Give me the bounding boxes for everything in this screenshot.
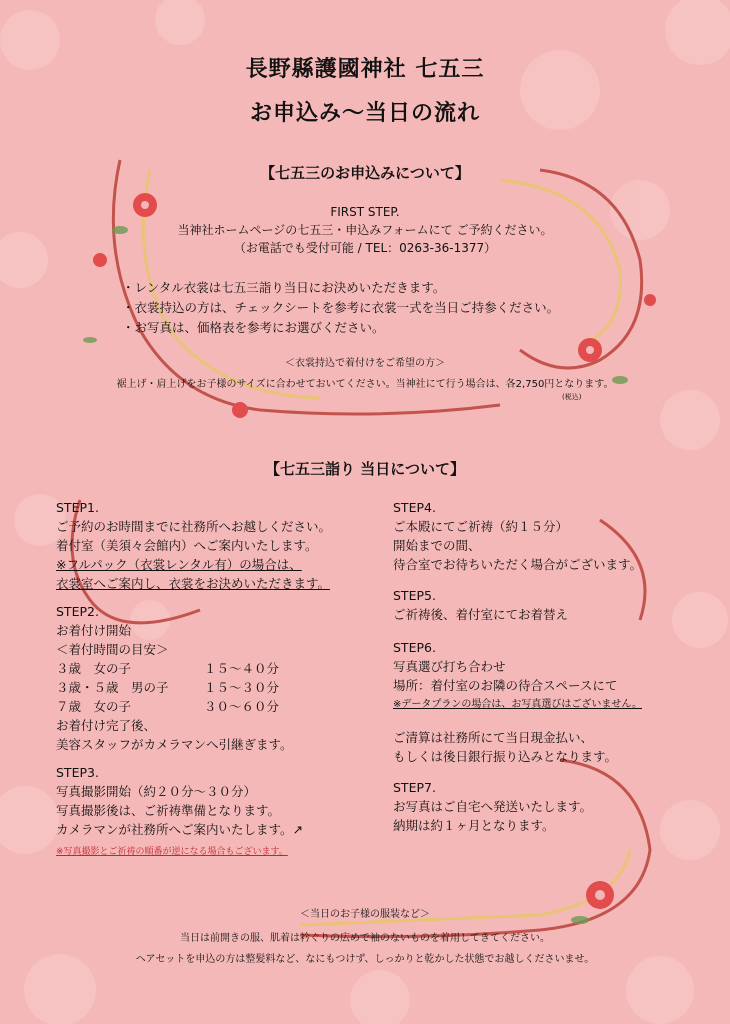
bullet-item: ・お写真は、価格表を参考にお選びください。: [122, 320, 385, 335]
age-row: [56, 659, 331, 678]
step1-line: 着付室（美須々会館内）へご案内いたします。: [56, 538, 318, 553]
age-time: １５〜３０分: [204, 680, 280, 695]
step2-guide: ＜着付時間の目安＞: [56, 642, 169, 657]
age-row: [56, 697, 331, 716]
step4-line: 開始までの間、: [393, 538, 481, 553]
first-step-label: FIRST STEP.: [330, 205, 400, 219]
step3-note: ※写真撮影とご祈祷の順番が逆になる場合もございます。: [56, 847, 288, 857]
payment-line: もしくは後日銀行振り込みとなります。: [393, 749, 618, 764]
age-who: ３歳 女の子: [56, 661, 132, 676]
step3-label: STEP3.: [56, 765, 99, 780]
step1-line: ご予約のお時間までに社務所へお越しください。: [56, 519, 332, 534]
age-row: [56, 678, 331, 697]
payment-line: ご清算は社務所にて当日現金払い、: [393, 730, 594, 745]
bullet-item: ・衣裳持込の方は、チェックシートを参考に衣裳一式を当日ご持参ください。: [122, 300, 560, 315]
age-time: ３０〜６０分: [204, 699, 280, 714]
section-heading-day: 【七五三詣り 当日について】: [265, 460, 465, 478]
step7-label: STEP7.: [393, 780, 436, 795]
step3-line: 写真撮影開始（約２０分〜３０分）: [56, 784, 257, 799]
step2-line: お着付け完了後、: [56, 718, 157, 733]
step1-line: 衣裳室へご案内し、衣裳をお決めいただきます。: [56, 576, 331, 591]
step4-line: 待合室でお待ちいただく場合がございます。: [393, 557, 643, 572]
left-column: [56, 498, 331, 862]
step7-line: お写真はご自宅へ発送いたします。: [393, 799, 593, 814]
footer-line: 当日は前開きの服、肌着は衿ぐりの広めで袖のないものを着用してきてください。: [180, 933, 550, 944]
footer-heading: ＜当日のお子様の服装など＞: [300, 909, 430, 920]
costume-heading: ＜衣裳持込で着付けをご希望の方＞: [285, 358, 445, 369]
page-title: 長野縣護國神社 七五三: [245, 57, 485, 82]
age-time: １５〜４０分: [204, 661, 280, 676]
right-column: [393, 498, 642, 835]
step1-line: ※フルパック（衣裳レンタル有）の場合は、: [56, 557, 302, 572]
phone-note: （お電話でも受付可能 / TEL：0263-36-1377）: [233, 241, 497, 255]
step6-line: 場所：着付室のお隣の待合スペースにて: [393, 678, 618, 693]
step3-line: カメラマンが社務所へご案内いたします。↗: [56, 822, 303, 837]
age-who: ３歳・５歳 男の子: [56, 680, 169, 695]
step2-line: 美容スタッフがカメラマンへ引継ぎます。: [56, 737, 293, 752]
section-heading-application: 【七五三のお申込みについて】: [260, 164, 470, 182]
footer-line: ヘアセットを申込の方は整髪料など、なにもつけず、しっかりと乾かした状態でお越しくださいませ。: [135, 954, 595, 965]
step5-label: STEP5.: [393, 588, 436, 603]
step4-label: STEP4.: [393, 500, 436, 515]
step6-label: STEP6.: [393, 640, 436, 655]
first-step-text: 当神社ホームページの七五三・申込みフォームにて ご予約ください。: [177, 223, 553, 237]
step5-line: ご祈祷後、着付室にてお着替え: [393, 607, 569, 622]
step2-label: STEP2.: [56, 604, 99, 619]
tax-note: (税込): [562, 393, 582, 401]
step6-note: ※データプランの場合は、お写真選びはございません。: [393, 699, 642, 710]
step4-line: ご本殿にてご祈祷（約１５分）: [393, 519, 569, 534]
step6-line: 写真選び打ち合わせ: [393, 659, 506, 674]
step7-line: 納期は約１ヶ月となります。: [393, 818, 555, 833]
step3-line: 写真撮影後は、ご祈祷準備となります。: [56, 803, 281, 818]
step1-label: STEP1.: [56, 500, 99, 515]
bullet-item: ・レンタル衣裳は七五三詣り当日にお決めいただきます。: [122, 280, 446, 295]
costume-text: 裾上げ・肩上げをお子様のサイズに合わせておいてください。当神社にて行う場合は、各2,750円となります。: [116, 379, 614, 390]
age-who: ７歳 女の子: [56, 699, 132, 714]
step2-line: お着付け開始: [56, 623, 132, 638]
page-subtitle: お申込み〜当日の流れ: [249, 101, 480, 126]
